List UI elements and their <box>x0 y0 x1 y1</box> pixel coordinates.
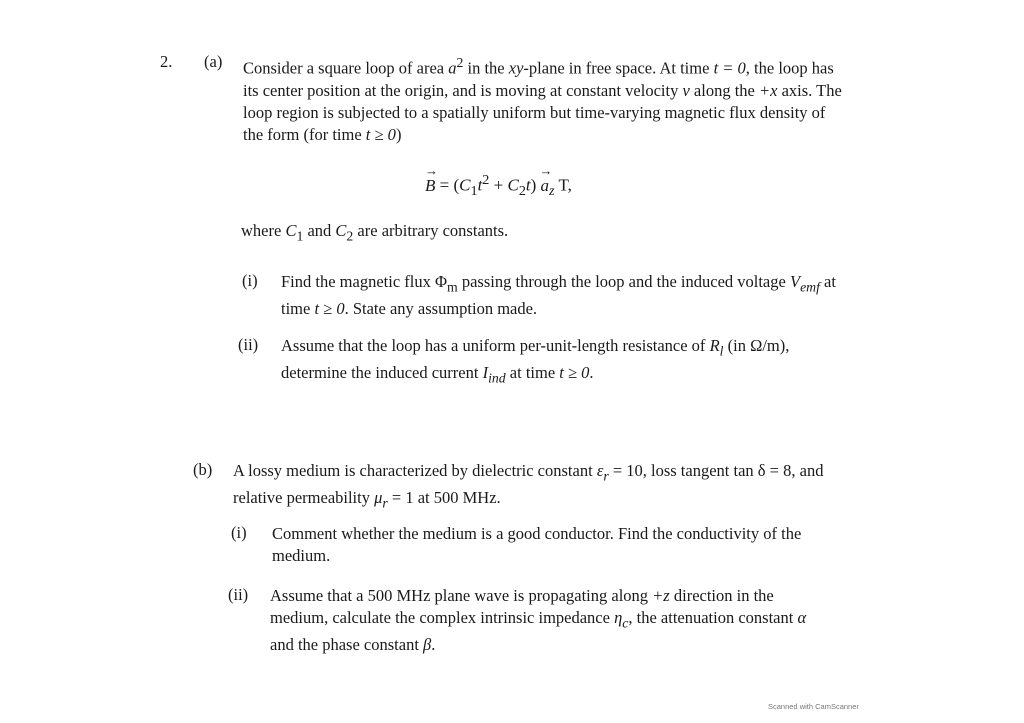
part-a-i-label: (i) <box>242 271 258 290</box>
where-constants-line: where $C_1$ and $C_2$ are arbitrary constants. <box>241 221 509 244</box>
magnetic-flux-density-formula: → $B = (C_1t^2 + C_2t)$ → $a_z$ T, <box>425 162 572 200</box>
scanner-watermark: Scanned with CamScanner <box>768 702 859 711</box>
part-a-label: (a) <box>204 52 223 71</box>
part-b-ii-text: Assume that a 500 MHz plane wave is propagating along +z direction in the medium, calculate the complex intrinsic impedance $\eta_c$, the attenuation constant α and the phase constant β. <box>270 586 807 655</box>
part-b-ii-label: (ii) <box>228 585 249 604</box>
part-a-ii-label: (ii) <box>238 335 259 354</box>
part-b-i-label: (i) <box>231 523 247 542</box>
part-a-i-text: Find the magnetic flux $\Phi_m$ passing through the loop and the induced voltage $V_{emf}$ at time t ≥ 0. State any assumption made. <box>281 272 836 319</box>
part-b-i-text: Comment whether the medium is a good conductor. Find the conductivity of the medium. <box>272 524 802 565</box>
part-a-intro: Consider a square loop of area $a^2$ in the xy-plane in free space. At time t = 0, the loop has its center position at the origin, and is moving at constant velocity v along the +x axis. The loop region is subjected to a spatially uniform but time-varying magnetic flux density of the form (for time t ≥ 0) <box>243 55 842 144</box>
part-a-ii-text: Assume that the loop has a uniform per-unit-length resistance of $R_l$ (in Ω/m), determine the induced current $I_{ind}$ at time t ≥ 0. <box>281 336 790 386</box>
part-b-intro: A lossy medium is characterized by dielectric constant $\varepsilon_r = 10$, loss tangent tan δ = 8, and relative permeability $\mu_r = 1$ at 500 MHz. <box>233 461 824 511</box>
part-b-label: (b) <box>193 460 213 479</box>
question-number: 2. <box>160 52 173 71</box>
